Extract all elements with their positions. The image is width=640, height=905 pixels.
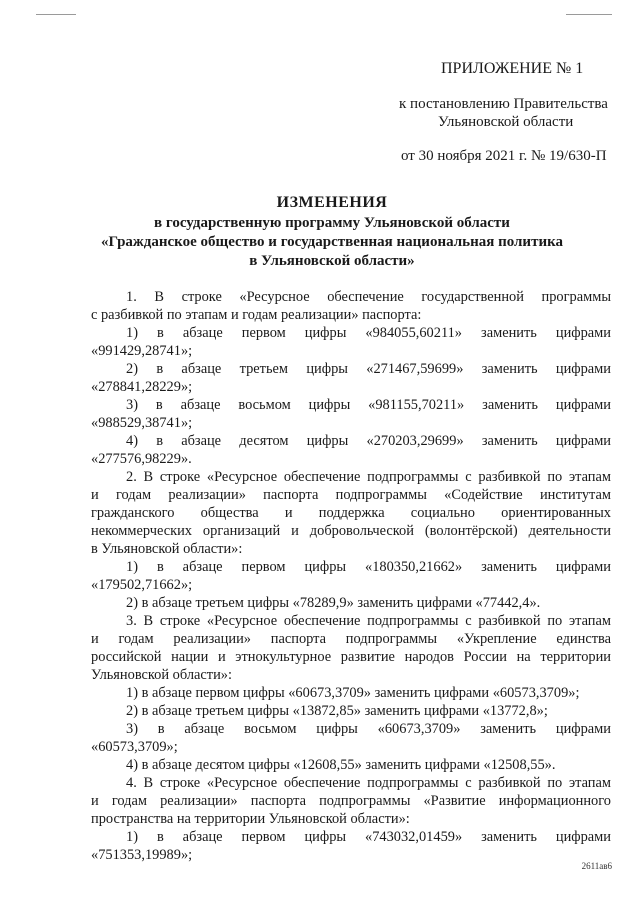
paragraph-line: Ульяновской области»: [91,667,232,683]
paragraph-line: и годам реализации» паспорта подпрограммы «Укрепление единства [91,631,611,647]
paragraph-line: 1) в абзаце первом цифры «984055,60211» заменить цифрами [126,325,611,341]
paragraph-line: 2) в абзаце третьем цифры «13872,85» заменить цифрами «13772,8»; [126,703,548,719]
paragraph-line: пространства на территории Ульяновской области»: [91,811,410,827]
paragraph-line: «179502,71662»; [91,577,193,593]
paragraph-line: 2) в абзаце третьем цифры «78289,9» заменить цифрами «77442,4». [126,595,541,611]
paragraph-line: «60573,3709»; [91,739,178,755]
paragraph-line: некоммерческих организаций и добровольческой (волонтёрской) деятельности [91,523,611,539]
paragraph-line: 4. В строке «Ресурсное обеспечение подпрограммы с разбивкой по этапам [126,775,611,791]
paragraph-line: и годам реализации» паспорта подпрограммы «Развитие информационного [91,793,611,809]
title-line: в государственную программу Ульяновской области [154,215,510,231]
title-line: в Ульяновской области» [249,253,415,269]
scan-mark [566,14,612,15]
paragraph-line: 1) в абзаце первом цифры «180350,21662» заменить цифрами [126,559,611,575]
paragraph-line: в Ульяновской области»: [91,541,243,557]
paragraph-line: гражданского общества и поддержка социально ориентированных [91,505,611,521]
paragraph-line: 1) в абзаце первом цифры «743032,01459» заменить цифрами [126,829,611,845]
paragraph-line: 3) в абзаце восьмом цифры «981155,70211» заменить цифрами [126,397,611,413]
paragraph-line: и годам реализации» паспорта подпрограммы «Содействие институтам [91,487,611,503]
scan-mark [36,14,76,15]
document-code: 2611ав6 [581,861,612,871]
paragraph-line: 4) в абзаце десятом цифры «270203,29699» заменить цифрами [126,433,611,449]
decree-date-number: от 30 ноября 2021 г. № 19/630-П [401,148,607,164]
decree-reference: к постановлению Правительства [399,96,608,112]
paragraph-line: 4) в абзаце десятом цифры «12608,55» заменить цифрами «12508,55». [126,757,556,773]
paragraph-line: 1) в абзаце первом цифры «60673,3709» заменить цифрами «60573,3709»; [126,685,580,701]
paragraph-line: 3) в абзаце восьмом цифры «60673,3709» заменить цифрами [126,721,611,737]
paragraph-line: «988529,38741»; [91,415,193,431]
document-title: ИЗМЕНЕНИЯ [276,194,388,211]
paragraph-line: 1. В строке «Ресурсное обеспечение государственной программы [126,289,611,305]
decree-region: Ульяновской области [438,114,574,130]
paragraph-line: 3. В строке «Ресурсное обеспечение подпрограммы с разбивкой по этапам [126,613,611,629]
paragraph-line: «277576,98229». [91,451,192,467]
paragraph-line: российской нации и этнокультурное развитие народов России на территории [91,649,611,665]
paragraph-line: «751353,19989»; [91,847,193,863]
paragraph-line: 2. В строке «Ресурсное обеспечение подпрограммы с разбивкой по этапам [126,469,611,485]
paragraph-line: 2) в абзаце третьем цифры «271467,59699» заменить цифрами [126,361,611,377]
paragraph-line: с разбивкой по этапам и годам реализации» паспорта: [91,307,422,323]
appendix-label: ПРИЛОЖЕНИЕ № 1 [441,60,584,77]
title-line: «Гражданское общество и государственная национальная политика [100,234,564,250]
paragraph-line: «278841,28229»; [91,379,193,395]
paragraph-line: «991429,28741»; [91,343,193,359]
